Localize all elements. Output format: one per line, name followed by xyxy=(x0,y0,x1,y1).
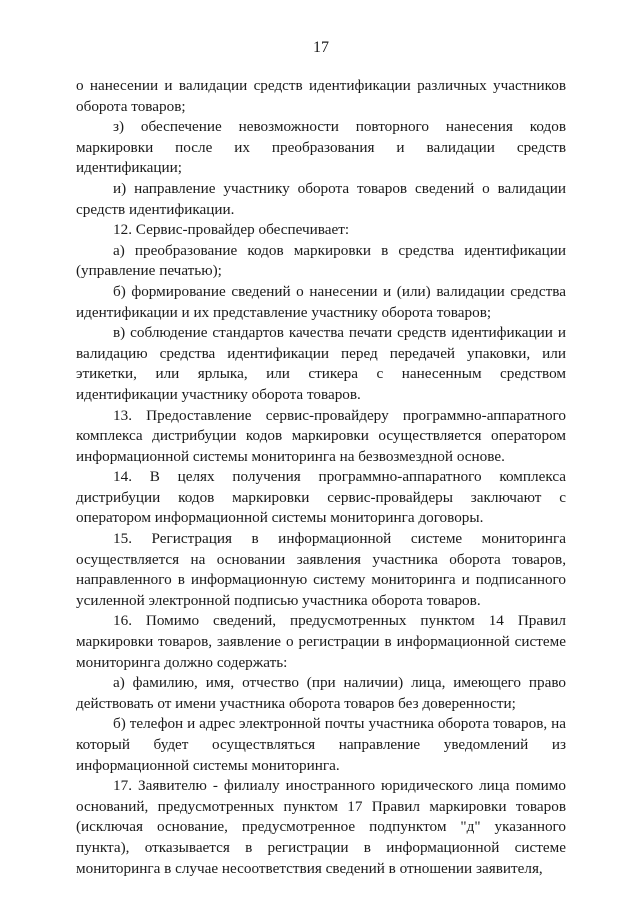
paragraph-14: 14. В целях получения программно-аппаратного комплекса дистрибуции кодов маркировки сервис-провайдеры заключают с оператором информационной системы мониторинга договоры. xyxy=(76,468,566,527)
paragraph-13: 13. Предоставление сервис-провайдеру программно-аппаратного комплекса дистрибуции кодов маркировки осуществляется оператором информационной системы мониторинга на безвозмездной основе. xyxy=(76,406,566,465)
paragraph-12-b: б) формирование сведений о нанесении и (или) валидации средства идентификации и их представление участнику оборота товаров; xyxy=(76,282,566,321)
paragraph-item-i: и) направление участнику оборота товаров сведений о валидации средств идентификации. xyxy=(76,179,566,218)
paragraph-15: 15. Регистрация в информационной системе мониторинга осуществляется на основании заявления участника оборота товаров, направленного в информационную систему мониторинга и подписанного усиленной электронной подписью участника оборота товаров. xyxy=(76,530,566,609)
paragraph-17: 17. Заявителю - филиалу иностранного юридического лица помимо оснований, предусмотренных пунктом 17 Правил маркировки товаров (исключая основание, предусмотренное подпунктом "д" указанного пункта), отказывается в регистрации в информационной системе мониторинга в случае несоответствия сведений в отношении заявителя, xyxy=(76,777,566,877)
paragraph-16-a: а) фамилию, имя, отчество (при наличии) лица, имеющего право действовать от имени участника оборота товаров без доверенности; xyxy=(76,674,566,712)
paragraph-12-a: а) преобразование кодов маркировки в средства идентификации (управление печатью); xyxy=(76,241,566,280)
paragraph-12: 12. Сервис-провайдер обеспечивает: xyxy=(113,221,350,239)
paragraph-continuation: о нанесении и валидации средств идентификации различных участников оборота товаров; xyxy=(76,77,566,115)
paragraph-12-v: в) соблюдение стандартов качества печати средств идентификации и валидацию средства идентификации перед передачей упаковки, или этикетки, или ярлыка, или стикера с нанесенным средством идентификации участнику оборота товаров. xyxy=(76,324,566,403)
paragraph-16: 16. Помимо сведений, предусмотренных пунктом 14 Правил маркировки товаров, заявление о регистрации в информационной системе мониторинга должно содержать: xyxy=(76,612,566,671)
paragraph-16-b: б) телефон и адрес электронной почты участника оборота товаров, на который будет осуществляться направление уведомлений из информационной системы мониторинга. xyxy=(76,715,566,774)
document-body xyxy=(76,76,566,879)
paragraph-item-z: з) обеспечение невозможности повторного нанесения кодов маркировки после их преобразования и валидации средств идентификации; xyxy=(76,118,566,177)
page-number: 17 xyxy=(313,39,329,56)
